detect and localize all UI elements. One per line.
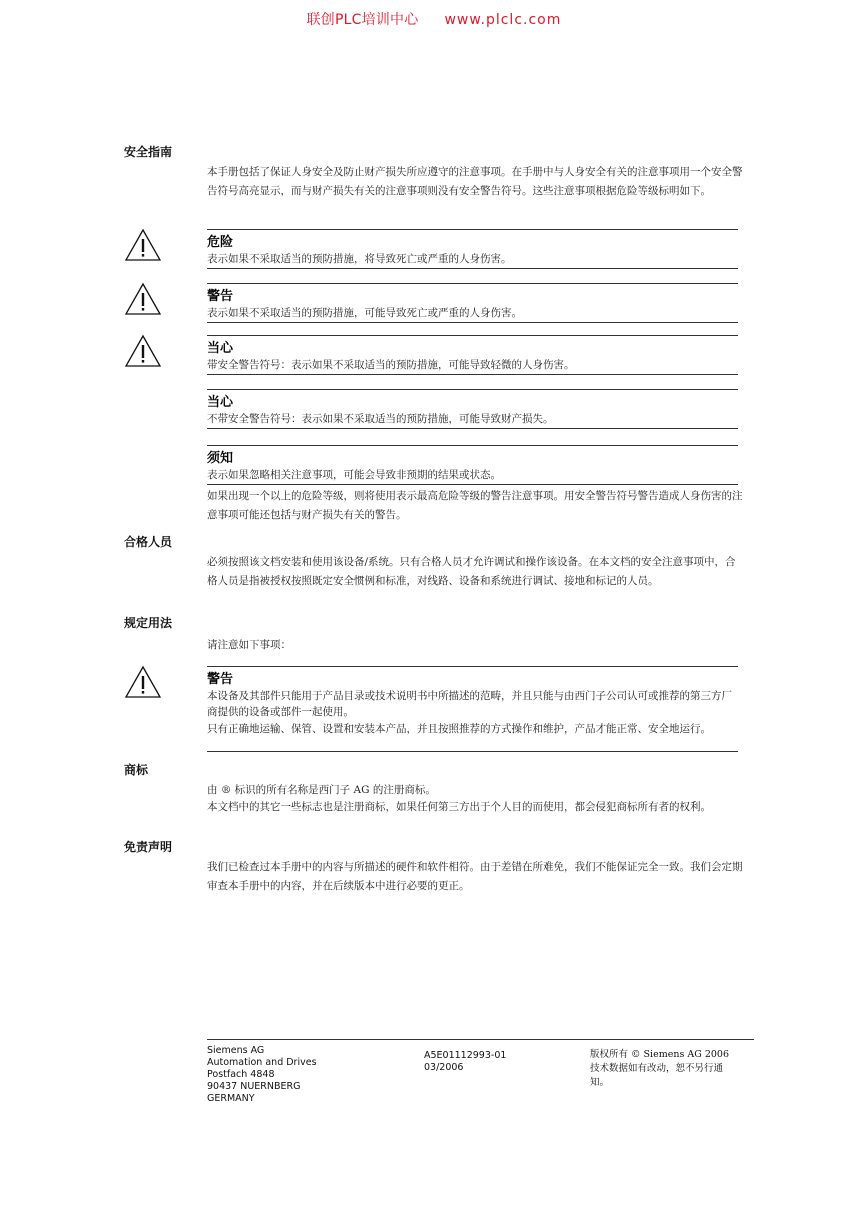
notice-text: 表示如果忽略相关注意事项，可能会导致非预期的结果或状态。 <box>207 469 501 481</box>
notice-caution-no-symbol <box>207 389 738 429</box>
notice-title: 警告 <box>207 289 234 304</box>
notice-text: 不带安全警告符号：表示如果不采取适当的预防措施，可能导致财产损失。 <box>207 413 554 425</box>
disclaimer-text: 我们已检查过本手册中的内容与所描述的硬件和软件相符。由于差错在所难免，我们不能保证完全一致。我们会定期审查本手册中的内容，并在后续版本中进行必要的更正。 <box>207 861 743 892</box>
usage-intro: 请注意如下事项： <box>207 639 291 651</box>
trademark-text-2: 本文档中的其它一些标志也是注册商标，如果任何第三方出于个人目的而使用，都会侵犯商标所有者的权利。 <box>207 801 711 813</box>
notice-title: 须知 <box>207 451 234 466</box>
address-line: GERMANY <box>207 1093 255 1104</box>
heading-safety: 安全指南 <box>124 145 173 159</box>
heading-qualified: 合格人员 <box>124 535 173 549</box>
notice-note <box>207 445 738 485</box>
footer-document-info <box>424 1050 574 1074</box>
safety-outro: 如果出现一个以上的危险等级，则将使用表示最高危险等级的警告注意事项。用安全警告符号警告造成人身伤害的注意事项可能还包括与财产损失有关的警告。 <box>207 490 743 521</box>
trademark-text-1: 由 ® 标识的所有名称是西门子 AG 的注册商标。 <box>207 784 436 796</box>
notice-text: 只有正确地运输、保管、设置和安装本产品，并且按照推荐的方式操作和维护，产品才能正常、安全地运行。 <box>207 723 711 735</box>
order-number: A5E01112993-01 <box>424 1050 507 1061</box>
notice-title: 当心 <box>207 341 234 356</box>
notice-caution-symbol <box>207 335 738 375</box>
heading-disclaimer: 免责声明 <box>124 840 173 854</box>
warning-triangle-icon <box>124 665 162 699</box>
notice-title: 警告 <box>207 672 234 687</box>
copyright-text: 版权所有 © Siemens AG 2006 <box>590 1049 729 1060</box>
warning-triangle-icon <box>124 282 162 316</box>
notice-text: 带安全警告符号：表示如果不采取适当的预防措施，可能导致轻微的人身伤害。 <box>207 359 575 371</box>
heading-usage: 规定用法 <box>124 616 173 630</box>
qualified-text: 必须按照该文档安装和使用该设备/系统。只有合格人员才允许调试和操作该设备。在本文档的安全注意事项中，合格人员是指被授权按照既定安全惯例和标准，对线路、设备和系统进行调试、接地和标记的人员。 <box>207 556 736 587</box>
notice-warning <box>207 283 738 323</box>
warning-triangle-icon <box>124 228 162 262</box>
notice-usage-warning <box>207 666 738 752</box>
safety-intro: 本手册包括了保证人身安全及防止财产损失所应遵守的注意事项。在手册中与人身安全有关的注意事项用一个安全警告符号高亮显示，而与财产损失有关的注意事项则没有安全警告符号。这些注意事项根据危险等级标明如下。 <box>207 166 743 197</box>
notice-text: 表示如果不采取适当的预防措施，将导致死亡或严重的人身伤害。 <box>207 253 512 265</box>
notice-title: 危险 <box>207 235 234 250</box>
header-brand: 联创PLC培训中心 <box>306 12 419 28</box>
notice-text: 本设备及其部件只能用于产品目录或技术说明书中所描述的范畴，并且只能与由西门子公司认可或推荐的第三方厂商提供的设备或部件一起使用。 <box>207 690 732 718</box>
page-header <box>0 9 868 29</box>
address-line: 90437 NUERNBERG <box>207 1081 301 1092</box>
header-url[interactable]: www.plclc.com <box>444 12 562 28</box>
notice-text: 表示如果不采取适当的预防措施，可能导致死亡或严重的人身伤害。 <box>207 307 522 319</box>
notice-title: 当心 <box>207 395 234 410</box>
footer-address <box>207 1045 397 1105</box>
address-line: Postfach 4848 <box>207 1069 275 1080</box>
footer-copyright <box>590 1048 750 1090</box>
notice-danger <box>207 229 738 269</box>
footer-divider <box>207 1039 754 1040</box>
address-line: Automation and Drives <box>207 1057 317 1068</box>
change-note: 技术数据如有改动，恕不另行通 <box>590 1063 724 1074</box>
warning-triangle-icon <box>124 334 162 368</box>
change-note: 知。 <box>590 1077 610 1088</box>
edition-date: 03/2006 <box>424 1062 464 1073</box>
address-line: Siemens AG <box>207 1045 265 1056</box>
heading-trademark: 商标 <box>124 763 149 777</box>
